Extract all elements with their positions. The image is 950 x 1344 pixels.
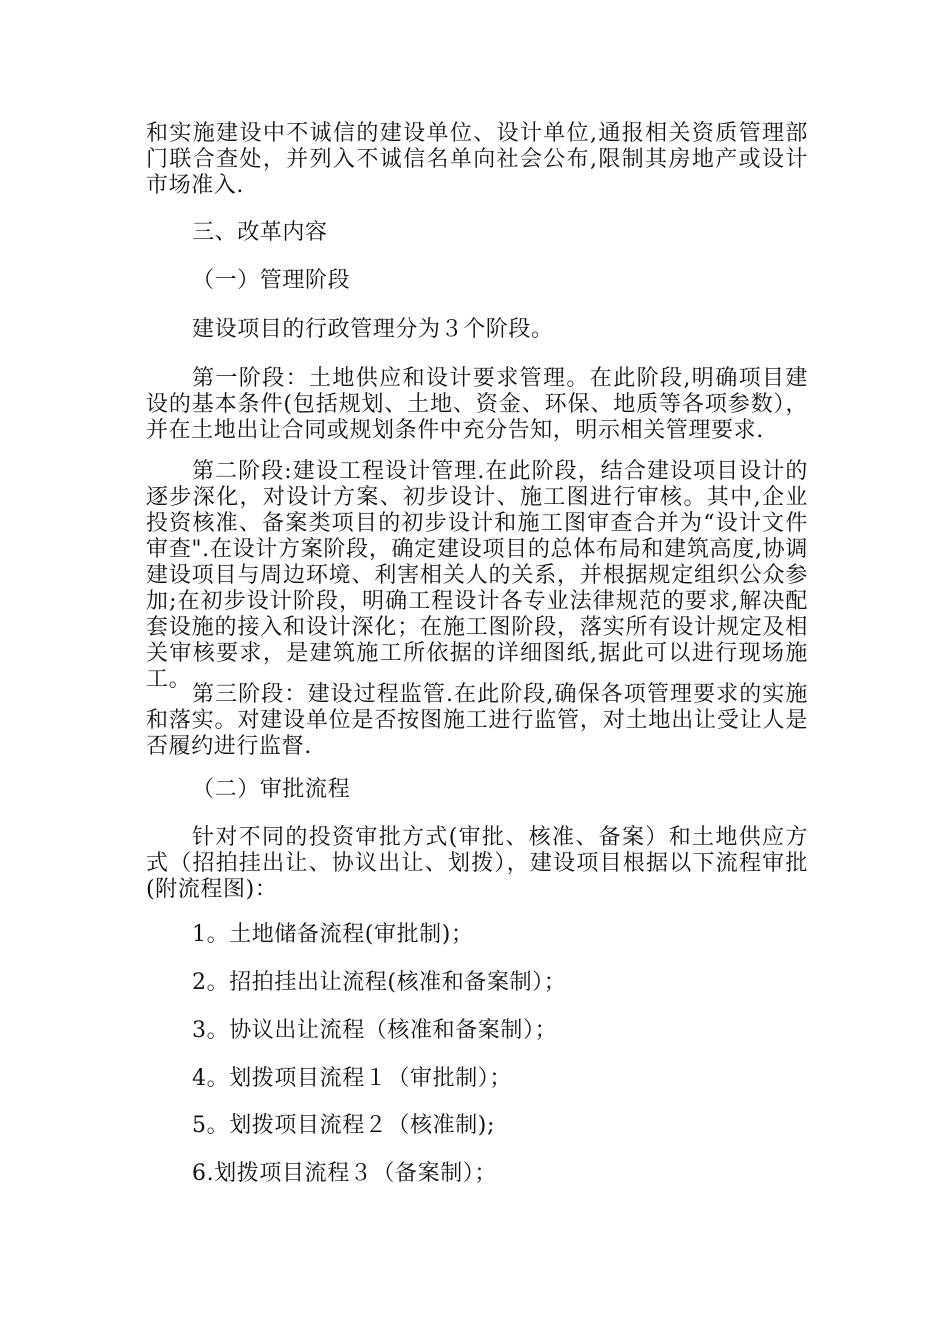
list-item-3: 3。协议出让流程（核准和备案制）； bbox=[192, 1018, 558, 1043]
paragraph-stage-three: 第三阶段：建设过程监管.在此阶段,确保各项管理要求的实施和落实。对建设单位是否按图施工进行监管，对土地出让受让人是否履约进行监督. bbox=[146, 682, 808, 759]
paragraph-three-stages: 建设项目的行政管理分为３个阶段。 bbox=[192, 317, 554, 342]
paragraph-stage-one: 第一阶段：土地供应和设计要求管理。在此阶段,明确项目建设的基本条件(包括规划、土地、资金、环保、地质等各项参数），并在土地出让合同或规划条件中充分告知，明示相关管理要求. bbox=[146, 366, 808, 443]
paragraph-approval-intro: 针对不同的投资审批方式(审批、核准、备案）和土地供应方式（招拍挂出让、协议出让、划拨），建设项目根据以下流程审批(附流程图)： bbox=[146, 825, 808, 902]
paragraph-stage-two: 第二阶段:建设工程设计管理.在此阶段，结合建设项目设计的逐步深化，对设计方案、初步设计、施工图进行审核。其中,企业投资核准、备案类项目的初步设计和施工图审查合并为“设计文件审查".在设计方案阶段，确定建设项目的总体布局和建筑高度,协调建设项目与周边环境、利害相关人的关系，并根据规定组织公众参加;在初步设计阶段，明确工程设计各专业法律规范的要求,解决配套设施的接入和设计深化；在施工图阶段，落实所有设计规定及相关审核要求，是建筑施工所依据的详细图纸,据此可以进行现场施工。 bbox=[146, 459, 808, 692]
paragraph-continuation: 和实施建设中不诚信的建设单位、设计单位,通报相关资质管理部门联合查处，并列入不诚信名单向社会公布,限制其房地产或设计市场准入. bbox=[146, 121, 808, 198]
list-item-2: 2。招拍挂出让流程(核准和备案制）； bbox=[192, 970, 567, 995]
subheading-approval-process: （二）审批流程 bbox=[192, 777, 351, 802]
list-item-1: 1。土地储备流程(审批制)； bbox=[192, 922, 474, 947]
section-heading-reform: 三、改革内容 bbox=[192, 220, 328, 245]
list-item-6: 6.划拨项目流程３（备案制）； bbox=[192, 1161, 497, 1186]
list-item-5: 5。划拨项目流程２（核准制); bbox=[192, 1113, 495, 1138]
subheading-management-stages: （一）管理阶段 bbox=[192, 268, 351, 293]
list-item-4: 4。划拨项目流程１（审批制）； bbox=[192, 1066, 512, 1091]
